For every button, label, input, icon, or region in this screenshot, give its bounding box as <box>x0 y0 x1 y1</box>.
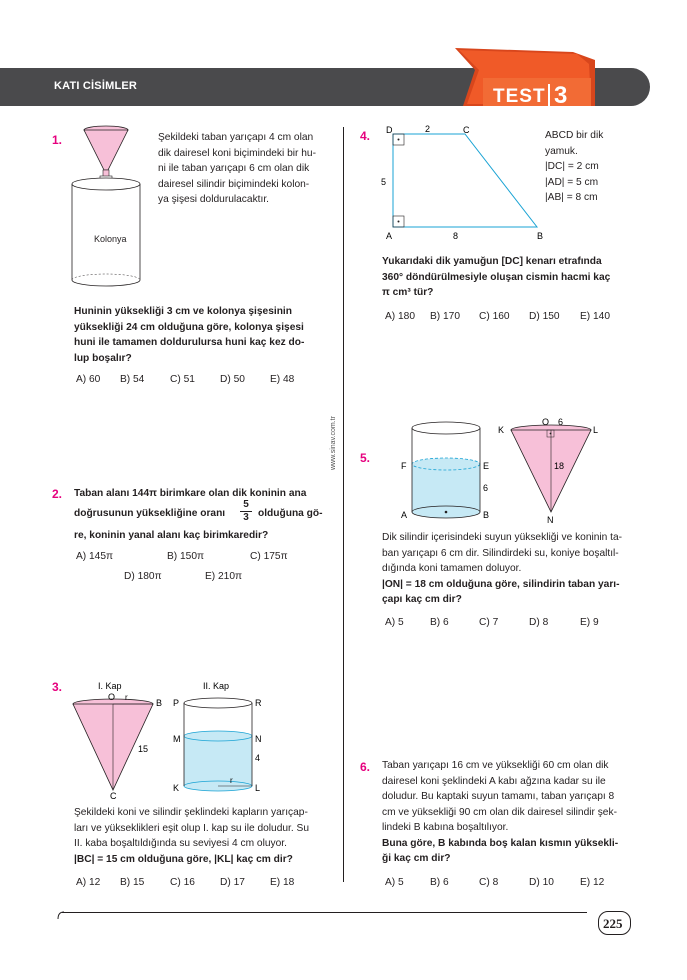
q1-option-e[interactable]: E) 48 <box>270 374 295 385</box>
svg-text:8: 8 <box>453 231 459 241</box>
svg-text:C: C <box>110 791 117 801</box>
svg-text:15: 15 <box>138 744 149 754</box>
question-5-text: Dik silindir içerisindeki suyun yüksekliği ve koninin ta- ban yarıçapı 6 cm dir. Silindirdeki su, koniye boşaltıl- dığında koni tamamen doluyor. |ON| = 18 cm olduğuna göre, silindirin taban yarı- çapı kaç cm dir? <box>382 532 623 605</box>
q3-option-c[interactable]: C) 16 <box>170 877 195 888</box>
svg-text:C: C <box>463 125 470 135</box>
q5-option-e[interactable]: E) 9 <box>580 617 599 628</box>
q6-option-c[interactable]: C) 8 <box>479 877 499 888</box>
q1-bottle-label: Kolonya <box>94 234 127 244</box>
q3-option-d[interactable]: D) 17 <box>220 877 245 888</box>
question-5-number: 5. <box>360 451 371 465</box>
question-3-number: 3. <box>52 680 63 694</box>
column-divider <box>343 127 344 882</box>
q1-funnel-bottle-figure <box>70 122 150 292</box>
question-4-number: 4. <box>360 129 371 143</box>
question-4-given: ABCD bir dik yamuk. |DC| = 2 cm |AD| = 5 cm |AB| = 8 cm <box>545 130 604 203</box>
svg-text:R: R <box>255 698 262 708</box>
svg-text:O: O <box>542 417 550 427</box>
q4-option-a[interactable]: A) 180 <box>385 311 416 322</box>
q5-option-b[interactable]: B) 6 <box>430 617 449 628</box>
svg-text:K: K <box>498 425 505 435</box>
svg-text:r: r <box>230 776 233 785</box>
q4-trapezoid-figure <box>375 122 550 242</box>
question-6-number: 6. <box>360 760 371 774</box>
svg-text:A: A <box>386 231 393 241</box>
q3-option-b[interactable]: B) 15 <box>120 877 145 888</box>
side-url: www.sinav.com.tr <box>330 416 337 470</box>
q1-option-c[interactable]: C) 51 <box>170 374 195 385</box>
q1-option-a[interactable]: A) 60 <box>76 374 101 385</box>
q2-option-c[interactable]: C) 175π <box>250 551 288 562</box>
q1-option-d[interactable]: D) 50 <box>220 374 245 385</box>
q2-option-b[interactable]: B) 150π <box>167 551 205 562</box>
question-2-line2a: doğrusunun yüksekliğine oranı <box>74 508 226 519</box>
q5-option-a[interactable]: A) 5 <box>385 617 404 628</box>
q6-option-b[interactable]: B) 6 <box>430 877 449 888</box>
svg-text:II. Kap: II. Kap <box>203 681 230 691</box>
test-number: 3 <box>554 82 568 109</box>
footer-line <box>62 912 587 913</box>
svg-text:N: N <box>255 734 262 744</box>
q5-cylinder-cone-figure <box>396 414 606 529</box>
question-2-fraction: 5 3 <box>240 499 252 524</box>
question-2-number: 2. <box>52 487 63 501</box>
svg-text:N: N <box>547 515 554 525</box>
svg-text:L: L <box>255 783 261 793</box>
question-3-text: Şekildeki koni ve silindir şeklindeki kapların yarıçap- ları ve yükseklikleri eşit olup I. kap su ile doludur. Su II. kaba boşaltıldığında su seviyesi 4 cm oluyor. |BC| = 15 cm olduğuna göre, |KL| kaç cm dir? <box>74 807 309 865</box>
svg-text:4: 4 <box>255 753 261 763</box>
svg-text:A: A <box>401 510 408 520</box>
q5-option-c[interactable]: C) 7 <box>479 617 499 628</box>
q3-option-a[interactable]: A) 12 <box>76 877 101 888</box>
svg-text:K: K <box>173 783 180 793</box>
question-6-text: Taban yarıçapı 16 cm ve yüksekliği 60 cm olan dik dairesel koni şeklindeki A kabı ağzına kadar su ile doludur. Bu kaptaki suyun tamamı, taban yarıçapı 8 cm ve yüksekliği 90 cm olan dik dairesel silindir şek- lindeki B kabına boşaltılıyor. Buna göre, B kabında boş kalan kısmın yüksekli- ği kaç cm dir? <box>382 760 619 864</box>
svg-text:M: M <box>173 734 181 744</box>
q2-option-a[interactable]: A) 145π <box>76 551 114 562</box>
question-1-question: Huninin yüksekliği 3 cm ve kolonya şişesinin yüksekliği 24 cm olduğuna göre, kolonya şişesi huni ile tamamen doldurulursa huni kaç kez do- lup boşalır? <box>74 306 305 364</box>
q4-option-e[interactable]: E) 140 <box>580 311 611 322</box>
svg-text:6: 6 <box>558 417 564 427</box>
q4-option-c[interactable]: C) 160 <box>479 311 510 322</box>
q4-option-d[interactable]: D) 150 <box>529 311 560 322</box>
svg-text:18: 18 <box>554 461 565 471</box>
svg-text:O: O <box>108 692 116 702</box>
page-number: 225 <box>603 916 623 931</box>
question-2-line2b: olduğuna gö- <box>258 508 323 519</box>
svg-text:B: B <box>537 231 544 241</box>
svg-text:B: B <box>156 698 163 708</box>
q2-option-d[interactable]: D) 180π <box>124 571 162 582</box>
svg-text:L: L <box>593 425 599 435</box>
q1-option-b[interactable]: B) 54 <box>120 374 145 385</box>
q6-option-e[interactable]: E) 12 <box>580 877 605 888</box>
question-4-question: Yukarıdaki dik yamuğun [DC] kenarı etrafında 360° döndürülmesiyle oluşan cismin hacmi kaç π cm³ tür? <box>382 256 611 298</box>
svg-text:F: F <box>401 461 407 471</box>
q3-cone-cylinder-figure <box>70 678 280 803</box>
q6-option-a[interactable]: A) 5 <box>385 877 404 888</box>
svg-text:6: 6 <box>483 483 489 493</box>
svg-text:B: B <box>483 510 490 520</box>
svg-text:5: 5 <box>381 177 387 187</box>
q5-option-d[interactable]: D) 8 <box>529 617 549 628</box>
svg-text:E: E <box>483 461 490 471</box>
svg-text:2: 2 <box>425 124 431 134</box>
question-1-number: 1. <box>52 133 63 147</box>
svg-text:P: P <box>173 698 180 708</box>
q4-option-b[interactable]: B) 170 <box>430 311 461 322</box>
question-2-line3: re, koninin yanal alanı kaç birimkaredir? <box>74 530 269 541</box>
section-title: KATI CİSİMLER <box>54 80 138 92</box>
q3-option-e[interactable]: E) 18 <box>270 877 295 888</box>
question-2-line1: Taban alanı 144π birimkare olan dik koninin ana <box>74 488 307 499</box>
test-separator <box>548 84 550 108</box>
svg-text:r: r <box>125 693 128 702</box>
test-label: TEST <box>493 86 546 107</box>
svg-text:D: D <box>386 125 393 135</box>
q2-option-e[interactable]: E) 210π <box>205 571 243 582</box>
question-1-text: Şekildeki taban yarıçapı 4 cm olan dik dairesel koni biçimindeki bir hu- ni ile taban yarıçapı 6 cm olan dik dairesel silindir biçimindeki kolon- ya şişesi doldurulacaktır. <box>158 132 316 205</box>
svg-text:I. Kap: I. Kap <box>98 681 122 691</box>
q6-option-d[interactable]: D) 10 <box>529 877 554 888</box>
